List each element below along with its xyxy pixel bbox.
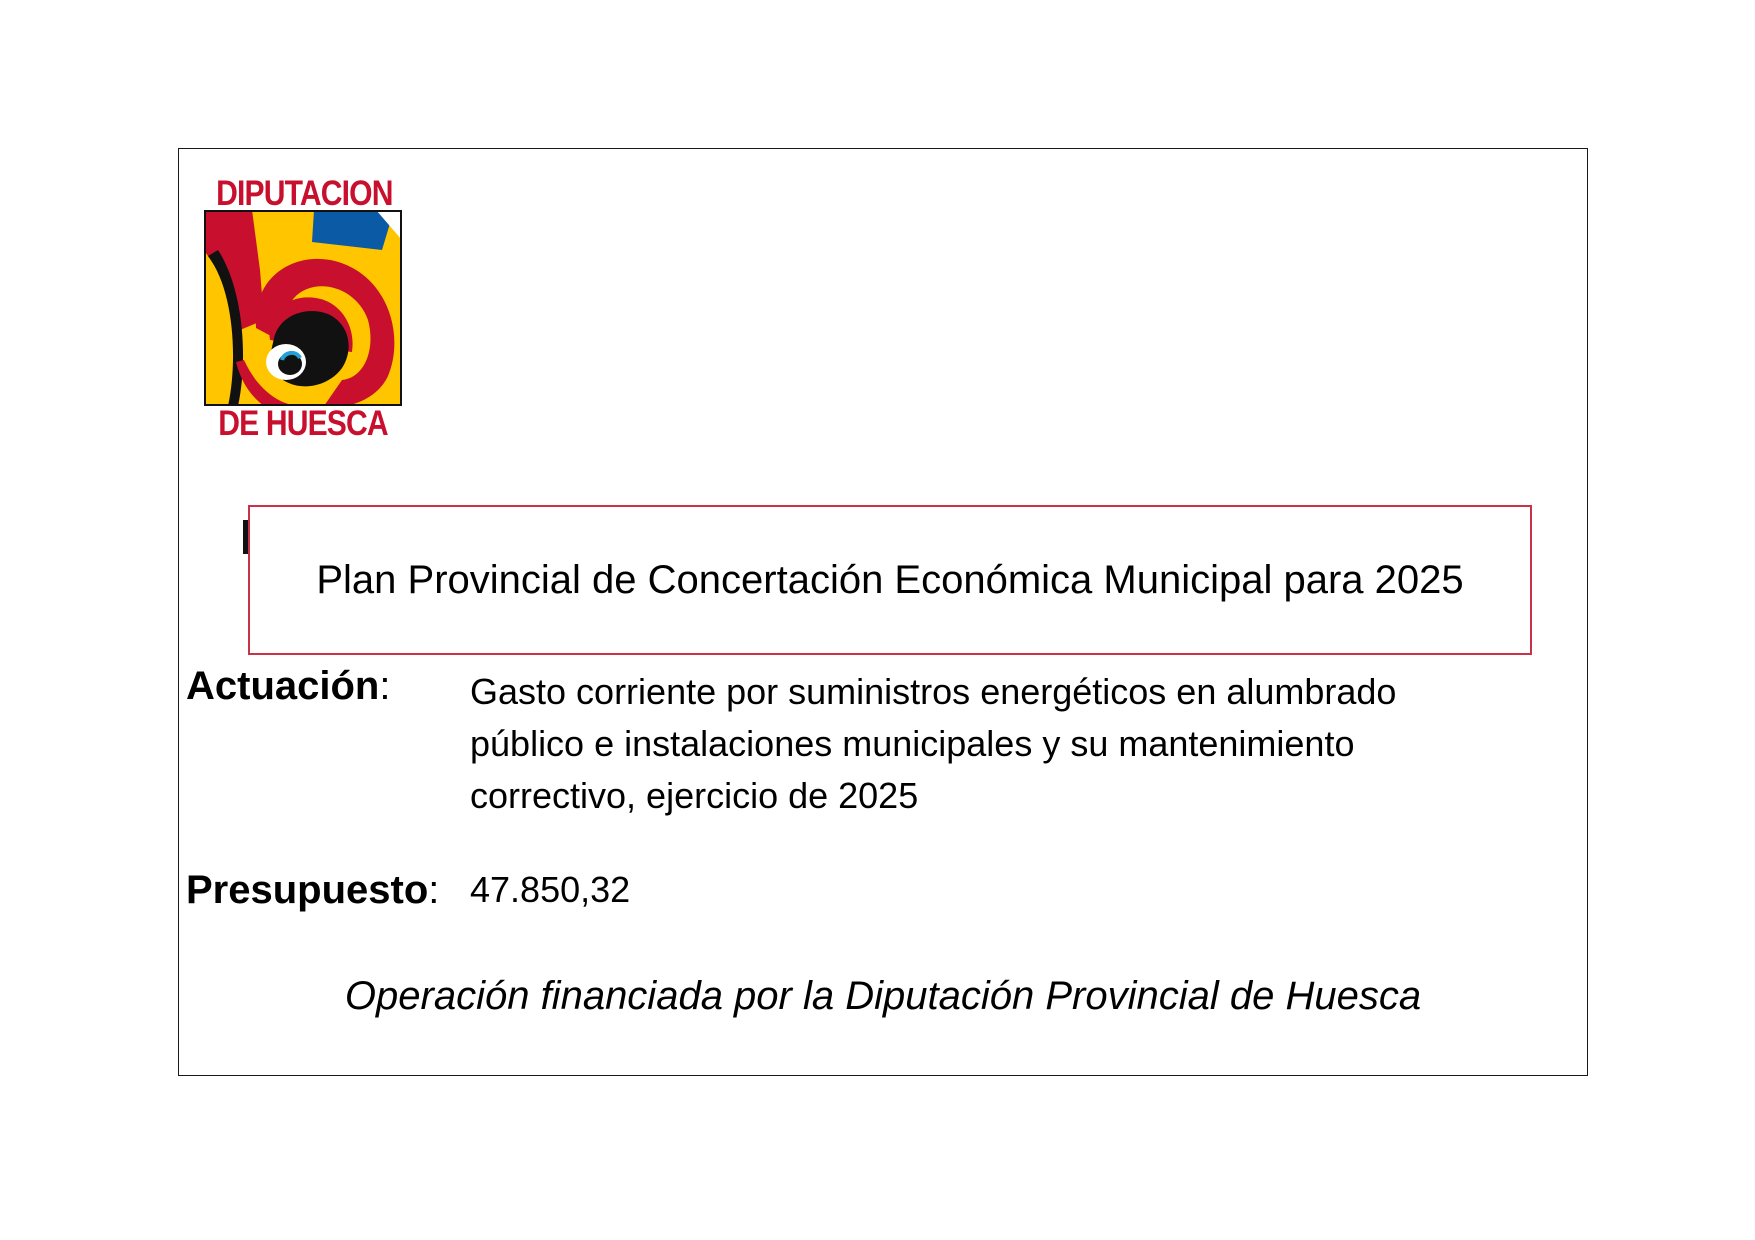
actuacion-line: Gasto corriente por suministros energéticos en alumbrado (470, 671, 1397, 712)
logo-emblem (204, 210, 402, 406)
actuacion-line: público e instalaciones municipales y su mantenimiento (470, 723, 1355, 764)
presupuesto-value: 47.850,32 (470, 869, 631, 910)
logo-bottom-text: DE HUESCA (218, 404, 388, 443)
actuacion-separator: : (379, 664, 391, 708)
actuacion-label (186, 662, 390, 710)
diputacion-huesca-logo (202, 174, 404, 443)
financing-statement: Operación financiada por la Diputación Provincial de Huesca (344, 974, 1422, 1018)
plan-title-box (248, 505, 1532, 655)
actuacion-label-text: Actuación (186, 664, 380, 708)
presupuesto-separator: : (428, 868, 440, 912)
presupuesto-label-text: Presupuesto (186, 868, 429, 912)
logo-top-text: DIPUTACION (216, 174, 393, 213)
plan-title: Plan Provincial de Concertación Económica Municipal para 2025 (316, 558, 1464, 602)
presupuesto-label (186, 866, 439, 914)
actuacion-value (470, 666, 1480, 822)
actuacion-line: correctivo, ejercicio de 2025 (470, 775, 919, 816)
